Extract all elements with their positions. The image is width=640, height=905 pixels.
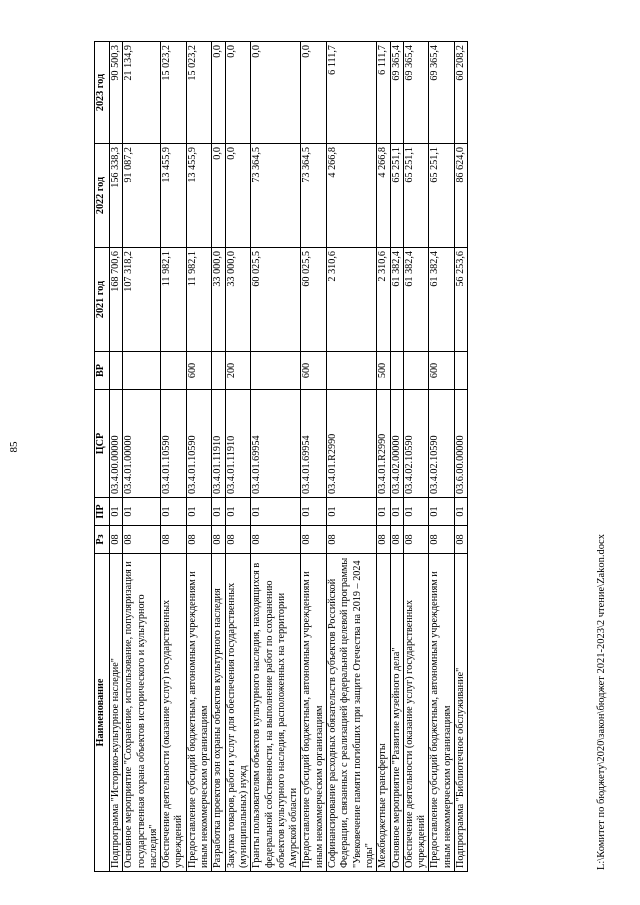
cell-2021: 33 000,0 (225, 248, 251, 352)
cell-rz: 08 (225, 526, 251, 554)
cell-2022: 73 364,5 (301, 144, 327, 248)
cell-2021: 11 982,1 (186, 248, 212, 352)
cell-name: Основное мероприятие "Развитие музейного дела" (390, 554, 403, 872)
cell-name: Подпрограмма "Библиотечное обслуживание" (455, 554, 468, 872)
cell-2022: 86 624,0 (455, 144, 468, 248)
cell-vr (403, 352, 429, 390)
header-pr: ПР (95, 498, 110, 526)
cell-2022: 73 364,5 (251, 144, 301, 248)
cell-pr: 01 (327, 498, 377, 526)
cell-2023: 15 023,2 (161, 42, 187, 144)
cell-name: Софинансирование расходных обязательств субъектов Российской Федерации, связанных с реализацией федеральной целевой программы "Увековечение памяти погибших при защите Отечества на 2019 – 2024 годы" (327, 554, 377, 872)
cell-2021: 107 318,2 (123, 248, 161, 352)
cell-vr (455, 352, 468, 390)
cell-2022: 65 251,1 (390, 144, 403, 248)
cell-2023: 6 111,7 (377, 42, 390, 144)
table-row (110, 42, 123, 872)
table-row (123, 42, 161, 872)
cell-pr: 01 (403, 498, 429, 526)
cell-csr: 03.4.02.00000 (390, 390, 403, 498)
cell-rz: 08 (429, 526, 455, 554)
cell-pr: 01 (377, 498, 390, 526)
cell-csr: 03.4.01.00000 (123, 390, 161, 498)
cell-csr: 03.4.01.11910 (225, 390, 251, 498)
cell-csr: 03.4.01.11910 (212, 390, 225, 498)
cell-rz: 08 (403, 526, 429, 554)
cell-csr: 03.4.01.69954 (301, 390, 327, 498)
cell-csr: 03.4.01.69954 (251, 390, 301, 498)
table-row (225, 42, 251, 872)
table-row (301, 42, 327, 872)
cell-2022: 91 087,2 (123, 144, 161, 248)
cell-2023: 0,0 (301, 42, 327, 144)
cell-rz: 08 (327, 526, 377, 554)
table-row (251, 42, 301, 872)
budget-table (94, 41, 468, 872)
cell-csr: 03.4.00.00000 (110, 390, 123, 498)
cell-2023: 21 134,9 (123, 42, 161, 144)
cell-name: Подпрограмма "Историко-культурное наследие" (110, 554, 123, 872)
header-rz: Рз (95, 526, 110, 554)
header-2021: 2021 год (95, 248, 110, 352)
cell-pr: 01 (225, 498, 251, 526)
cell-pr: 01 (212, 498, 225, 526)
cell-2021: 2 310,6 (327, 248, 377, 352)
cell-pr: 01 (390, 498, 403, 526)
cell-2022: 0,0 (225, 144, 251, 248)
table-row (212, 42, 225, 872)
table-row (390, 42, 403, 872)
cell-rz: 08 (390, 526, 403, 554)
cell-vr: 600 (301, 352, 327, 390)
cell-csr: 03.4.01.R2990 (377, 390, 390, 498)
cell-2022: 156 338,3 (110, 144, 123, 248)
cell-2021: 2 310,6 (377, 248, 390, 352)
header-2022: 2022 год (95, 144, 110, 248)
cell-name: Гранты пользователям объектов культурного наследия, находящихся в федеральной собственности, на выполнение работ по сохранению объектов культурного наследия, расположенных на территории Амурской области (251, 554, 301, 872)
cell-name: Закупка товаров, работ и услуг для обеспечения государственных (муниципальных) нужд (225, 554, 251, 872)
cell-rz: 08 (110, 526, 123, 554)
cell-2022: 13 455,9 (186, 144, 212, 248)
table-row (429, 42, 455, 872)
cell-vr: 500 (377, 352, 390, 390)
header-vr: ВР (95, 352, 110, 390)
cell-vr (110, 352, 123, 390)
table-row (161, 42, 187, 872)
cell-pr: 01 (455, 498, 468, 526)
cell-2022: 0,0 (212, 144, 225, 248)
cell-rz: 08 (186, 526, 212, 554)
cell-2021: 56 253,6 (455, 248, 468, 352)
cell-2023: 6 111,7 (327, 42, 377, 144)
cell-2021: 60 025,5 (251, 248, 301, 352)
cell-2023: 0,0 (225, 42, 251, 144)
cell-2021: 61 382,4 (429, 248, 455, 352)
cell-rz: 08 (455, 526, 468, 554)
cell-pr: 01 (429, 498, 455, 526)
cell-vr (123, 352, 161, 390)
header-csr: ЦСР (95, 390, 110, 498)
table-row (377, 42, 390, 872)
footer-file-path: L:\Комитет по бюджету\2020\закон\бюджет 2021-2023\2 чтение\Zakon.docx (596, 534, 607, 870)
cell-2021: 60 025,5 (301, 248, 327, 352)
table-row (455, 42, 468, 872)
cell-vr: 600 (429, 352, 455, 390)
cell-csr: 03.4.02.10590 (403, 390, 429, 498)
cell-pr: 01 (110, 498, 123, 526)
cell-vr (212, 352, 225, 390)
table-header-row (95, 42, 110, 872)
cell-vr (390, 352, 403, 390)
cell-name: Предоставление субсидий бюджетным, автономным учреждениям и иным некоммерческим организациям (301, 554, 327, 872)
cell-2023: 69 365,4 (429, 42, 455, 144)
cell-2021: 61 382,4 (390, 248, 403, 352)
cell-2022: 4 266,8 (377, 144, 390, 248)
cell-vr: 600 (186, 352, 212, 390)
cell-2022: 65 251,1 (429, 144, 455, 248)
cell-2023: 69 365,4 (390, 42, 403, 144)
cell-2023: 60 208,2 (455, 42, 468, 144)
cell-2023: 69 365,4 (403, 42, 429, 144)
cell-2021: 11 982,1 (161, 248, 187, 352)
cell-rz: 08 (377, 526, 390, 554)
cell-csr: 03.4.02.10590 (429, 390, 455, 498)
cell-name: Основное мероприятие "Сохранение, использование, популяризация и государственная охрана объектов исторического и культурного наследия" (123, 554, 161, 872)
cell-pr: 01 (186, 498, 212, 526)
cell-name: Разработка проектов зон охраны объектов культурного наследия (212, 554, 225, 872)
cell-vr (251, 352, 301, 390)
table-row (403, 42, 429, 872)
cell-2022: 13 455,9 (161, 144, 187, 248)
cell-csr: 03.4.01.R2990 (327, 390, 377, 498)
cell-pr: 01 (123, 498, 161, 526)
cell-2022: 4 266,8 (327, 144, 377, 248)
rotated-budget-table-container (94, 42, 572, 872)
cell-csr: 03.4.01.10590 (161, 390, 187, 498)
cell-2023: 90 500,3 (110, 42, 123, 144)
table-row (327, 42, 377, 872)
cell-name: Обеспечение деятельности (оказание услуг) государственных учреждений (403, 554, 429, 872)
cell-rz: 08 (161, 526, 187, 554)
cell-2023: 15 023,2 (186, 42, 212, 144)
cell-pr: 01 (301, 498, 327, 526)
header-2023: 2023 год (95, 42, 110, 144)
cell-pr: 01 (161, 498, 187, 526)
table-row (186, 42, 212, 872)
cell-pr: 01 (251, 498, 301, 526)
cell-name: Предоставление субсидий бюджетным, автономным учреждениям и иным некоммерческим организациям (429, 554, 455, 872)
cell-csr: 03.6.00.00000 (455, 390, 468, 498)
cell-name: Обеспечение деятельности (оказание услуг) государственных учреждений (161, 554, 187, 872)
cell-vr: 200 (225, 352, 251, 390)
cell-2021: 61 382,4 (403, 248, 429, 352)
header-name: Наименование (95, 554, 110, 872)
cell-2021: 33 000,0 (212, 248, 225, 352)
cell-name: Межбюджетные трансферты (377, 554, 390, 872)
cell-name: Предоставление субсидий бюджетным, автономным учреждениям и иным некоммерческим организациям (186, 554, 212, 872)
cell-vr (161, 352, 187, 390)
cell-rz: 08 (123, 526, 161, 554)
cell-2023: 0,0 (251, 42, 301, 144)
cell-rz: 08 (251, 526, 301, 554)
cell-2023: 0,0 (212, 42, 225, 144)
cell-rz: 08 (212, 526, 225, 554)
cell-2022: 65 251,1 (403, 144, 429, 248)
page-number: 85 (8, 441, 20, 453)
cell-2021: 168 700,6 (110, 248, 123, 352)
cell-csr: 03.4.01.10590 (186, 390, 212, 498)
cell-rz: 08 (301, 526, 327, 554)
cell-vr (327, 352, 377, 390)
